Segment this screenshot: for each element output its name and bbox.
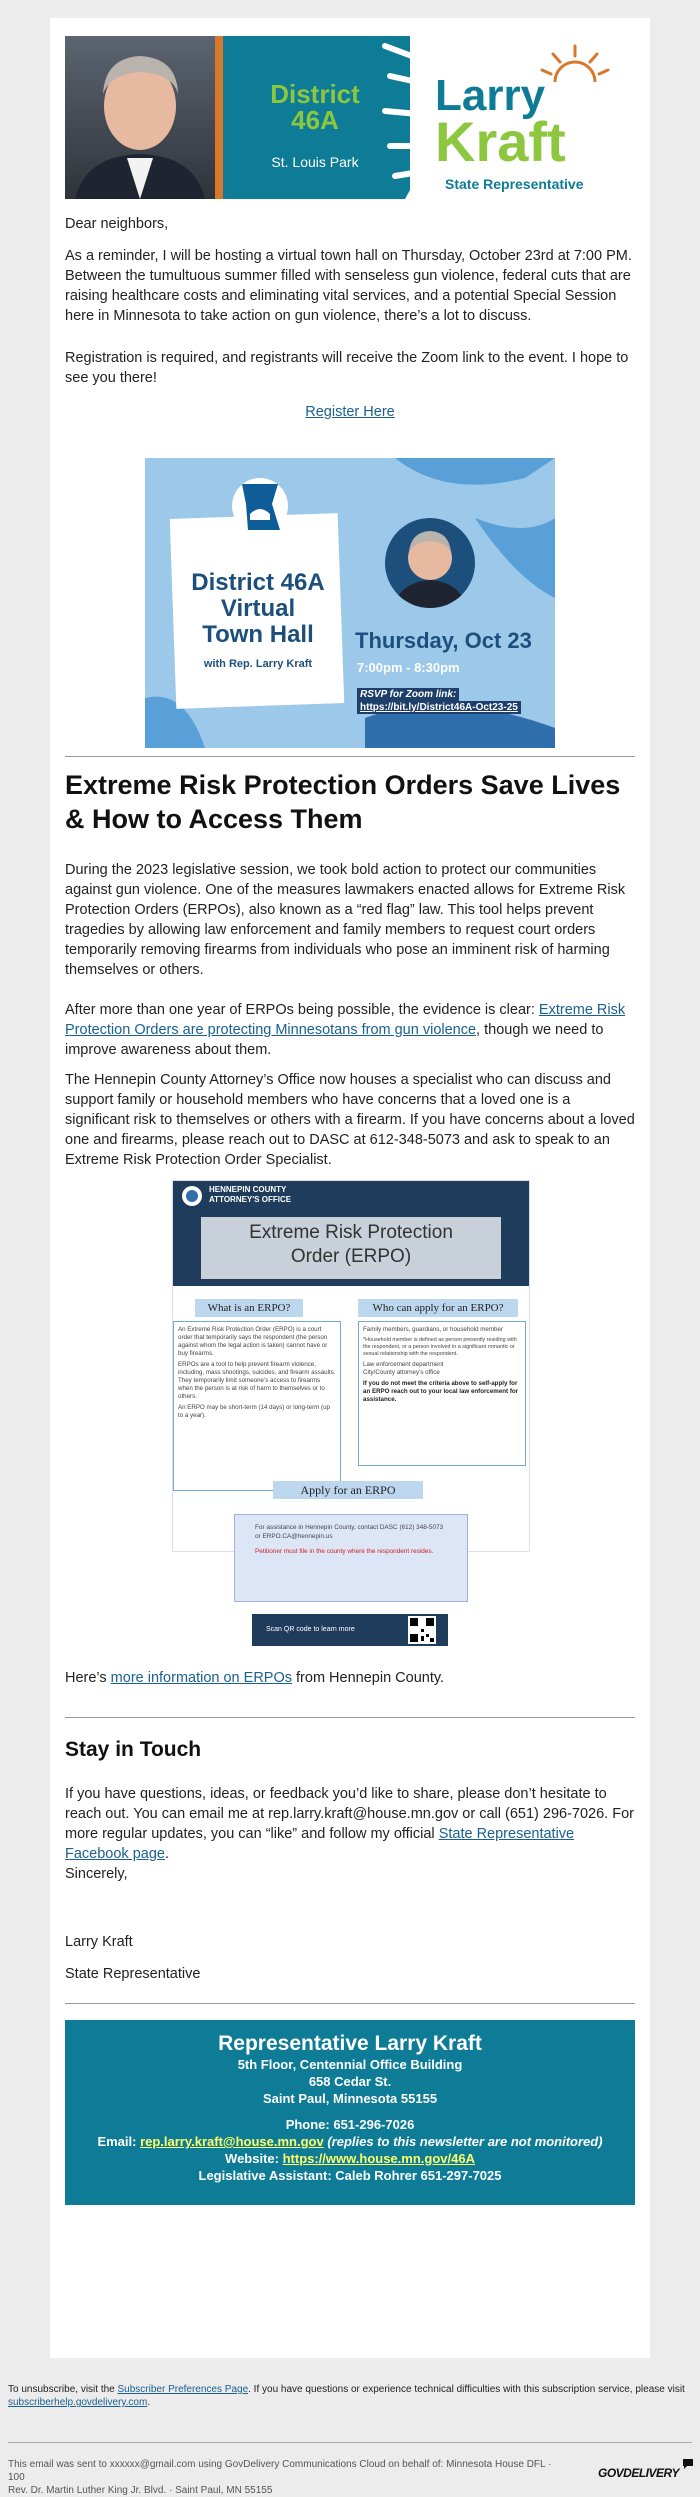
- erpo-paragraph-2: After more than one year of ERPOs being possible, the evidence is clear: Extreme Risk Protection Orders are protecting Minnesotans from gun violence, though we need to improve awareness about them.: [65, 1002, 626, 1058]
- divider: [65, 2003, 635, 2004]
- flyer-office: HENNEPIN COUNTY ATTORNEY'S OFFICE: [209, 1185, 292, 1204]
- flyer-title: Extreme Risk Protection Order (ERPO): [201, 1217, 501, 1279]
- representative-photo: [65, 36, 215, 199]
- registration-paragraph: Registration is required, and registrants will receive the Zoom link to the event. I hope to see you there!: [65, 350, 629, 386]
- flyer-what-heading: What is an ERPO?: [195, 1299, 303, 1317]
- town-hall-host: with Rep. Larry Kraft: [203, 658, 313, 670]
- sent-to-text: This email was sent to xxxxxx@gmail.com using GovDelivery Communications Cloud on behalf of: Minnesota House DFL · 100 Rev. Dr. Martin Luther King Jr. Blvd. · Saint Paul, MN 55155: [8, 2459, 552, 2496]
- town-hall-time: 7:00pm - 8:30pm: [357, 660, 460, 675]
- flyer-apply-box: For assistance in Hennepin County, contact DASC (612) 348-5073 or ERPO.CA@hennepin.us Petitioner must file in the county where the respondent resides.: [234, 1514, 468, 1602]
- footer-website-link[interactable]: https://www.house.mn.gov/46A: [282, 2151, 475, 2166]
- intro-paragraph: As a reminder, I will be hosting a virtual town hall on Thursday, October 23rd at 7:00 PM. Between the tumultuous summer filled with senseless gun violence, federal cuts that are raising healthcare costs and eliminating vital services, and a potential Special Session here in Minnesota to take action on gun violence, there’s a lot to discuss.: [65, 248, 632, 324]
- footer-address-2: 658 Cedar St.: [308, 2074, 392, 2089]
- erpo-more-link[interactable]: more information on ERPOs: [110, 1670, 292, 1686]
- flyer-scan-bar: Scan QR code to learn more: [252, 1614, 448, 1646]
- town-hall-photo: [385, 518, 475, 608]
- signature-title: State Representative: [65, 1966, 201, 1982]
- speech-bubble-icon: [682, 2458, 694, 2470]
- county-seal-icon: [181, 1185, 203, 1207]
- greeting: Dear neighbors,: [65, 216, 169, 232]
- header-banner: [65, 36, 635, 199]
- erpo-more-info: Here’s more information on ERPOs from Hennepin County.: [65, 1670, 445, 1686]
- minnesota-capitol-icon: [230, 474, 290, 534]
- footer-name: Representative Larry Kraft: [218, 2032, 482, 2055]
- footer-address-1: 5th Floor, Centennial Office Building: [237, 2057, 463, 2072]
- unsubscribe-text: To unsubscribe, visit the Subscriber Preferences Page. If you have questions or experience technical difficulties with this subscription service, please visit subscriberhelp.govdelivery.com.: [8, 2384, 685, 2408]
- city-label: St. Louis Park: [271, 154, 359, 170]
- contact-footer: [65, 2020, 635, 2205]
- subscriber-preferences-link[interactable]: Subscriber Preferences Page: [117, 2384, 249, 2395]
- stay-paragraph: If you have questions, ideas, or feedback you’d like to share, please don’t hesitate to reach out. You can email me at rep.larry.kraft@house.mn.gov or call (651) 296-7026. For more regular updates, you can “like” and follow my official State Representative Facebook page.: [65, 1786, 634, 1862]
- footer-email-link[interactable]: rep.larry.kraft@house.mn.gov: [140, 2134, 324, 2149]
- signature-name: Larry Kraft: [65, 1934, 133, 1950]
- flyer-what-box: An Extreme Risk Protection Order (ERPO) is a court order that temporarily says the respondent (the person against whom the legal action is taken) cannot have or buy firearms. ERPOs are a tool to help prevent firearm violence, including, mass shootings, suicides, and firearm assaults. They temporarily limit someone’s access to firearms when the person is at risk of harm to themselves or to others. An ERPO may be short-term (14 days) or long-term (up to a year).: [173, 1321, 341, 1491]
- erpo-paragraph-3: The Hennepin County Attorney’s Office now houses a specialist who can discuss and support family or household members who have concerns that a loved one is a significant risk to themselves or others with a firearm. If you have concerns about a loved one and firearms, please reach out to DASC at 612-348-5073 and ask to speak to an Extreme Risk Protection Order Specialist.: [65, 1072, 635, 1168]
- register-link[interactable]: Register Here: [305, 404, 395, 420]
- town-hall-graphic: [145, 458, 555, 748]
- flyer-who-box: Family members, guardians, or household member *Household member is defined as person presently residing with the respondent, or a person involved in a significant romantic or sexual relationship with the respondent. Law enforcement department City/County attorney’s office If you do not meet the criteria above to self-apply for an ERPO reach out to your local law enforcement for assistance.: [358, 1321, 526, 1466]
- erpo-flyer: [172, 1180, 530, 1552]
- name-first: Larry: [435, 71, 546, 120]
- district-label: District 46A: [270, 79, 360, 135]
- sign-off: Sincerely,: [65, 1866, 128, 1882]
- sun-icon: [540, 44, 610, 84]
- footer-email: Email: rep.larry.kraft@house.mn.gov (replies to this newsletter are not monitored): [97, 2134, 603, 2149]
- facebook-link[interactable]: State Representative Facebook page: [65, 1826, 575, 1862]
- erpo-paragraph-1: During the 2023 legislative session, we took bold action to protect our communities against gun violence. One of the measures lawmakers enacted allows for Extreme Risk Protection Orders (ERPOs), also known as a “red flag” law. This tool helps prevent tragedies by allowing law enforcement and family members to request court orders temporarily removing firearms from individuals who pose an imminent risk of harming themselves or others.: [65, 862, 626, 978]
- stay-heading: Stay in Touch: [65, 1738, 202, 1761]
- accent-bar: [215, 36, 223, 199]
- footer-phone: Phone: 651-296-7026: [285, 2117, 415, 2132]
- footer-address-3: Saint Paul, Minnesota 55155: [262, 2091, 438, 2106]
- footer-website: Website: https://www.house.mn.gov/46A: [225, 2151, 475, 2166]
- legal-divider: [8, 2442, 692, 2443]
- role-label: State Representative: [445, 176, 584, 192]
- name-last: Kraft: [435, 110, 566, 173]
- erpo-evidence-link[interactable]: Extreme Risk Protection Orders are protecting Minnesotans from gun violence: [65, 1002, 626, 1038]
- rsvp-url: https://bit.ly/District46A-Oct23-25: [357, 701, 521, 714]
- erpo-heading: Extreme Risk Protection Orders Save Lives & How to Access Them: [65, 770, 621, 834]
- town-hall-title: District 46A Virtual Town Hall: [191, 569, 325, 648]
- subscriber-help-link[interactable]: subscriberhelp.govdelivery.com: [8, 2397, 148, 2408]
- town-hall-date: Thursday, Oct 23: [355, 628, 532, 653]
- govdelivery-logo: GOVDELIVERY: [598, 2466, 679, 2480]
- divider: [65, 756, 635, 757]
- email-card: [50, 18, 650, 2358]
- flyer-who-heading: Who can apply for an ERPO?: [358, 1299, 518, 1317]
- flyer-apply-heading: Apply for an ERPO: [273, 1481, 423, 1499]
- rsvp-label: RSVP for Zoom link:: [357, 688, 459, 701]
- footer-assistant: Legislative Assistant: Caleb Rohrer 651-297-7025: [198, 2168, 502, 2183]
- divider: [65, 1717, 635, 1718]
- qr-code-icon: [408, 1616, 436, 1644]
